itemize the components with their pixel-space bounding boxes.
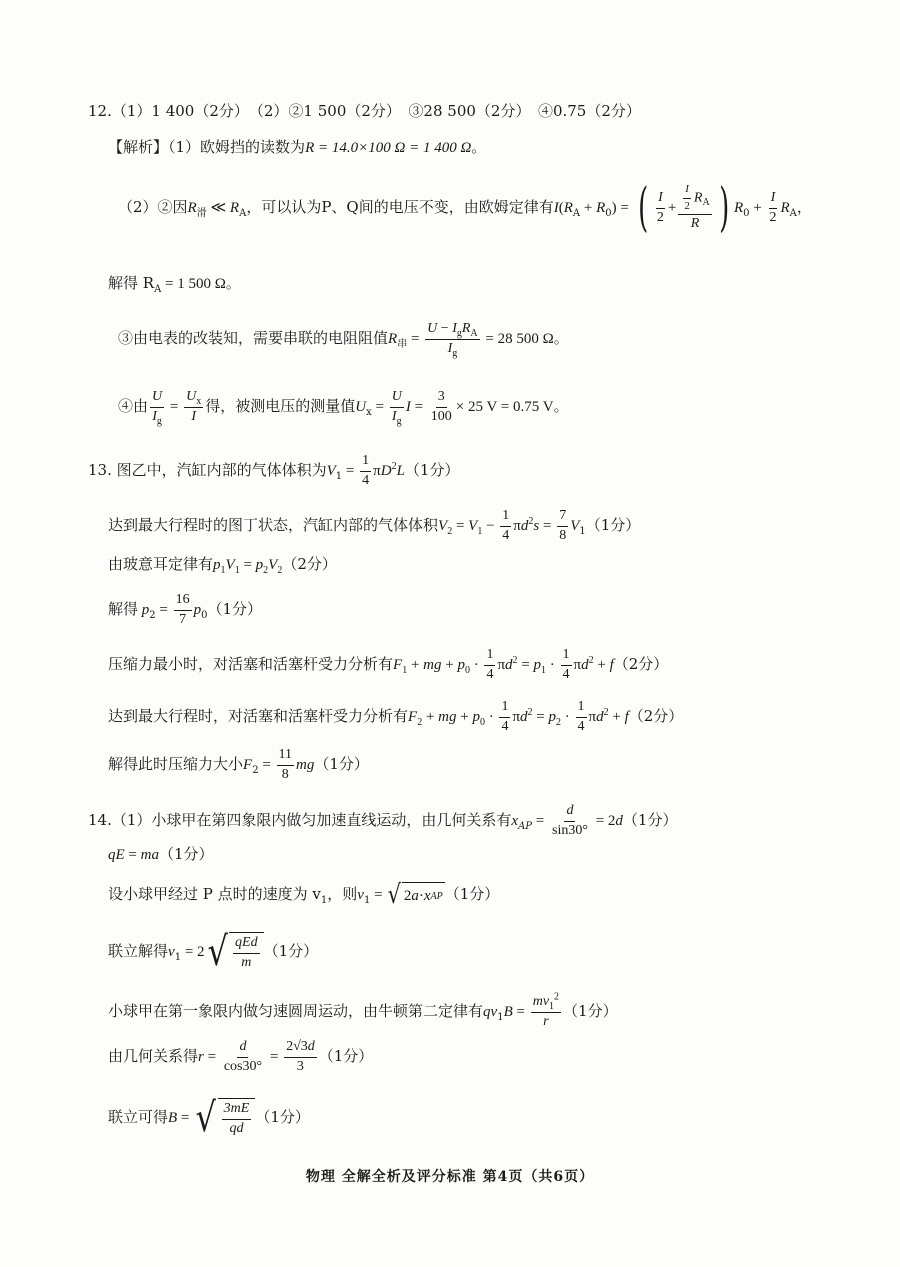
q13-line4: 解得 $p_2$ = $\frac{16}{7}$ $p_0(1$分） xyxy=(108,592,263,627)
q14-l3-mid: ，则 xyxy=(327,885,358,903)
q14-l3-score: （1分） xyxy=(444,885,500,903)
q13-l7-score: （1分） xyxy=(314,755,369,774)
part3-text: ③由电表的改装知，需要串联的电阻阻值 xyxy=(118,329,389,348)
part2-intro: （2）②因 xyxy=(118,198,188,216)
q14-l7-score: （1分） xyxy=(255,1108,310,1126)
q13-l3-score: （2分） xyxy=(282,555,337,573)
q14-l3-text: 设小球甲经过 P 点时的速度为 v xyxy=(108,885,321,903)
q14-l6-text: 由几何关系得 xyxy=(108,1047,199,1066)
q14-l7-text: 联立可得 xyxy=(108,1108,169,1126)
q14-l4-text: 联立解得 xyxy=(108,942,169,960)
q14-l4-score: （1分） xyxy=(263,942,319,960)
q12-part2-equation: （2）②因$R_滑$ ≪ $R_A$，可以认为P、Q间的电压不变，由欧姆定律有$I(R_A + R_0)$ = ( $\frac{I}{2}$ + $\frac{I}{2}$ $R_A$ R ) $R_0$ + $\frac{I}{2}$ $R_A$， xyxy=(118,178,812,238)
q13-l2-score: （1分） xyxy=(585,516,641,535)
q14-l2-score: （1分） xyxy=(158,845,214,863)
q14-l5-score: （1分） xyxy=(563,1002,618,1021)
part2-result-tail: = 1 500 Ω。 xyxy=(161,276,241,292)
q14-l1-score: （1分） xyxy=(622,811,678,830)
part2-result: 解得 R xyxy=(108,274,155,292)
q13-l7-text: 解得此时压缩力大小 xyxy=(108,755,244,774)
part4-tail: × 25 V = 0.75 V。 xyxy=(455,399,569,416)
q14-line7: 联立可得B = √ $\frac{3mE}{qd}$ （1分） xyxy=(108,1095,310,1141)
q13-l3-text: 由玻意耳定律有 xyxy=(108,555,214,573)
q13-l5-score: （2分） xyxy=(613,655,669,674)
q13-line1: 13. 图乙中，汽缸内部的气体体积为$V_1$ = $\frac{1}{4}$ $\pi D^2L(1$分） xyxy=(88,453,460,488)
q13-l6-text: 达到最大行程时，对活塞和活塞杆受力分析有 xyxy=(108,707,409,726)
analysis-1-text: （1）欧姆挡的读数为 xyxy=(168,138,306,156)
q12-analysis-1: 【解析】（1）欧姆挡的读数为R = 14.0×100 Ω = 1 400 Ω。 xyxy=(108,138,487,156)
q14-l5-text: 小球甲在第一象限内做匀速圆周运动，由牛顿第二定律有 xyxy=(108,1002,484,1021)
q14-line4: 联立解得$v_1 = 2$ √ $\frac{\text{qEd}}{m}$ （1分） xyxy=(108,929,319,975)
part3-tail: = 28 500 Ω。 xyxy=(481,331,569,348)
q12-part3: ③由电表的改装知，需要串联的电阻阻值$R_串$ = $\frac{U - I_gR_A}{I_g}$ = 28 500 Ω。 xyxy=(118,321,569,359)
q13-l4-text: 解得 xyxy=(108,600,139,619)
analysis-1-equation: R = 14.0×100 Ω = 1 400 Ω xyxy=(305,140,472,156)
part4-mid: 得，被测电压的测量值 xyxy=(205,397,356,416)
q13-l6-score: （2分） xyxy=(628,707,684,726)
q13-line6: 达到最大行程时，对活塞和活塞杆受力分析有$F_2$ + mg + $p_0$ · $\frac{1}{4}$ $\pi d^2 = p_2$ · $\frac{1}{4}$ $\pi d^2 + f(2$分） xyxy=(108,699,684,734)
q14-l6-score: （1分） xyxy=(318,1047,374,1066)
q12-part2-result: 解得 $R_A = 1$ 500 Ω。 xyxy=(108,274,241,295)
q14-l1-text: 14.（1）小球甲在第四象限内做匀加速直线运动，由几何关系有 xyxy=(88,811,512,830)
q13-line5: 压缩力最小时，对活塞和活塞杆受力分析有$F_1$ + mg + $p_0$ · $\frac{1}{4}$ $\pi d^2 = p_1$ · $\frac{1}{4}$ $\pi d^2 + f(2$分） xyxy=(108,647,669,682)
analysis-label: 【解析】 xyxy=(108,138,169,156)
q13-l5-text: 压缩力最小时，对活塞和活塞杆受力分析有 xyxy=(108,655,394,674)
q13-l1-score: （1分） xyxy=(404,461,460,480)
q14-line5: 小球甲在第一象限内做匀速圆周运动，由牛顿第二定律有$qv_1B$ = $\frac{mv_1^2}{r}$ （1分） xyxy=(108,991,618,1029)
page-footer: 物理 全解全析及评分标准 第4页（共6页） xyxy=(305,1169,595,1185)
q13-l4-score: （1分） xyxy=(207,600,263,619)
q12-part4: ④由 $\frac{U}{I_g}$ = $\frac{U_x}{I}$ 得，被测电压的测量值$U_x$ = $\frac{U}{I_g}$ I = $\frac{3}{100}$ × 25 V = 0.75 V。 xyxy=(118,389,569,427)
q14-line6: 由几何关系得r = $\frac{d}{\cos 30^\circ}$ = $\frac{2√3d}{3}$ （1分） xyxy=(108,1039,374,1074)
q12-title: 12.（1）1 400（2分） （2）②1 500（2分） ③28 500（2分） ④0.75（2分） xyxy=(88,102,641,120)
q13-line7: 解得此时压缩力大小$F_2$ = $\frac{11}{8}$ mg（1分） xyxy=(108,747,369,782)
q13-line3: 由玻意耳定律有$p_1V_1 = p_2V_2(2$分） xyxy=(108,555,337,576)
part2-mid: ，可以认为P、Q间的电压不变，由欧姆定律有 xyxy=(246,198,554,216)
q14-line1: 14.（1）小球甲在第四象限内做匀加速直线运动，由几何关系有$x_{AP}$ = $\frac{d}{\sin 30^\circ}$ = 2d（1分） xyxy=(88,803,678,838)
q13-line2: 达到最大行程时的图丁状态，汽缸内部的气体体积$V_2 = V_1$ − $\frac{1}{4}$ $\pi d^2s$ = $\frac{7}{8}$ $V_1(1$分） xyxy=(108,508,641,543)
q13-l2-text: 达到最大行程时的图丁状态，汽缸内部的气体体积 xyxy=(108,516,439,535)
q13-l1-text: 13. 图乙中，汽缸内部的气体体积为 xyxy=(88,461,327,480)
q14-line2: qE = ma（1分） xyxy=(108,845,214,863)
part4-text: ④由 xyxy=(118,397,149,416)
q14-line3: 设小球甲经过 P 点时的速度为 $v_1$，则$v_1$ = √ 2 a · x AP （1分） xyxy=(108,880,500,910)
